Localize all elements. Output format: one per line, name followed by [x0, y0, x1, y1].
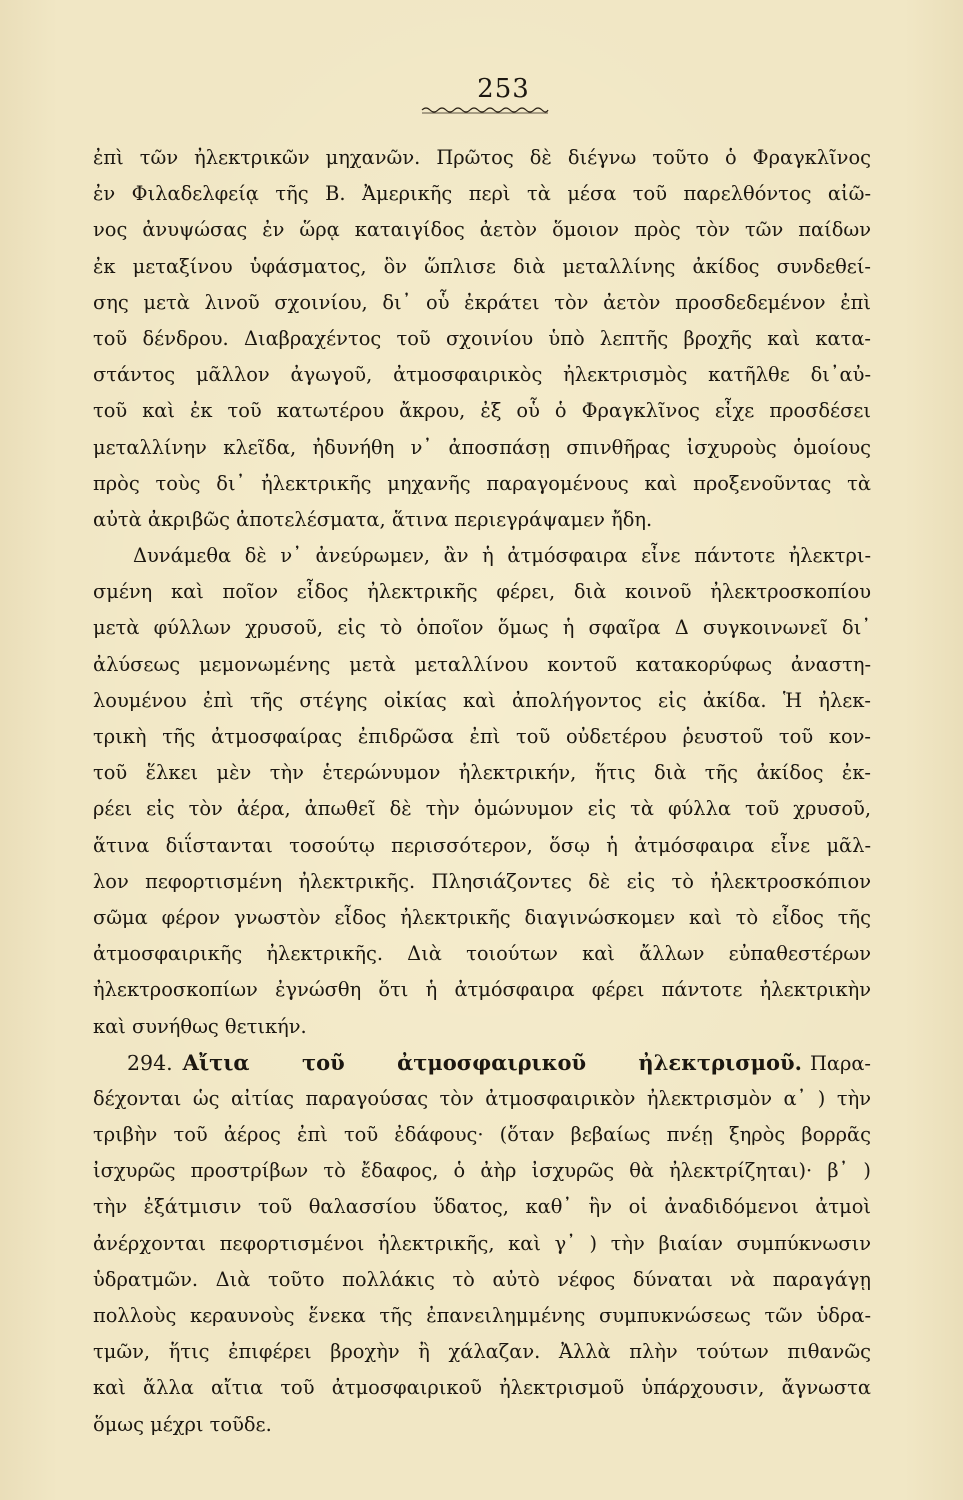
- text-line: τμῶν, ἥτις ἐπιφέρει βροχὴν ἢ χάλαζαν. Ἀλλὰ πλὴν τούτων πιθανῶς: [93, 1340, 871, 1364]
- text-line: τοῦ ἕλκει μὲν τὴν ἑτερώνυμον ἠλεκτρικήν, ἥτις διὰ τῆς ἀκίδος ἐκ-: [93, 761, 871, 785]
- text-line: ἐν Φιλαδελφείᾳ τῆς Β. Ἀμερικῆς περὶ τὰ μέσα τοῦ παρελθόντος αἰῶ-: [93, 182, 871, 206]
- text-line: ἐκ μεταξίνου ὑφάσματος, ὃν ὥπλισε διὰ μεταλλίνης ἀκίδος συνδεθεί-: [93, 254, 871, 278]
- section-heading-line: [93, 1045, 871, 1081]
- section-number: 294.: [127, 1050, 173, 1075]
- text-line: σμένη καὶ ποῖον εἶδος ἠλεκτρικῆς φέρει, διὰ κοινοῦ ἠλεκτροσκοπίου: [93, 580, 871, 604]
- text-line: ρέει εἰς τὸν ἀέρα, ἀπωθεῖ δὲ τὴν ὁμώνυμον εἰς τὰ φύλλα τοῦ χρυσοῦ,: [93, 797, 871, 821]
- text-line: ὑδρατμῶν. Διὰ τοῦτο πολλάκις τὸ αὐτὸ νέφος δύναται νὰ παραγάγῃ: [93, 1267, 871, 1291]
- text-line: ἠλεκτροσκοπίων ἐγνώσθη ὅτι ἡ ἀτμόσφαιρα φέρει πάντοτε ἠλεκτρικὴν: [93, 978, 871, 1002]
- text-line: τὴν ἐξάτμισιν τοῦ θαλασσίου ὕδατος, καθ᾽ ἣν οἱ ἀναδιδόμενοι ἀτμοὶ: [93, 1195, 871, 1219]
- text-line: μετὰ φύλλων χρυσοῦ, εἰς τὸ ὁποῖον ὅμως ἡ σφαῖρα Δ συγκοινωνεῖ δι᾽: [93, 616, 871, 640]
- text-line: ὅμως μέχρι τοῦδε.: [93, 1412, 272, 1436]
- section-title: Αἴτια τοῦ ἀτμοσφαιρικοῦ ἠλεκτρισμοῦ.: [182, 1049, 802, 1075]
- text-line: ἀτμοσφαιρικῆς ἠλεκτρικῆς. Διὰ τοιούτων καὶ ἄλλων εὐπαθεστέρων: [93, 942, 871, 966]
- text-line: ἅτινα διΐστανται τοσούτῳ περισσότερον, ὅσῳ ἡ ἀτμόσφαιρα εἶνε μᾶλ-: [93, 833, 871, 857]
- text-line: ἐπὶ τῶν ἠλεκτρικῶν μηχανῶν. Πρῶτος δὲ διέγνω τοῦτο ὁ Φραγκλῖνος: [93, 146, 871, 169]
- text-line: τοῦ καὶ ἐκ τοῦ κατωτέρου ἄκρου, ἐξ οὗ ὁ Φραγκλῖνος εἶχε προσδέσει: [93, 399, 871, 423]
- text-line: Δυνάμεθα δὲ ν᾽ ἀνεύρωμεν, ἂν ἡ ἀτμόσφαιρα εἶνε πάντοτε ἠλεκτρι-: [133, 544, 871, 568]
- text-line: σῶμα φέρον γνωστὸν εἶδος ἠλεκτρικῆς διαγινώσκομεν καὶ τὸ εἶδος τῆς: [93, 905, 871, 929]
- body-text: [93, 140, 871, 1443]
- text-line: δέχονται ὡς αἰτίας παραγούσας τὸν ἀτμοσφαιρικὸν ἠλεκτρισμὸν α᾽ ) τὴν: [93, 1086, 871, 1110]
- text-fragment: Παρα-: [809, 1051, 871, 1075]
- text-line: αὐτὰ ἀκριβῶς ἀποτελέσματα, ἅτινα περιεγράψαμεν ἤδη.: [93, 507, 653, 531]
- text-line: λον πεφορτισμένη ἠλεκτρικῆς. Πλησιάζοντες δὲ εἰς τὸ ἠλεκτροσκόπιον: [93, 869, 871, 893]
- text-line: νος ἀνυψώσας ἐν ὥρᾳ καταιγίδος ἀετὸν ὅμοιον πρὸς τὸν τῶν παίδων: [93, 218, 871, 242]
- text-line: ἰσχυρῶς προστρίβων τὸ ἔδαφος, ὁ ἀὴρ ἰσχυρῶς θὰ ἠλεκτρίζηται)· β᾽ ): [93, 1159, 871, 1183]
- text-line: τρικὴ τῆς ἀτμοσφαίρας ἐπιδρῶσα ἐπὶ τοῦ οὐδετέρου ῥευστοῦ τοῦ κον-: [93, 725, 871, 748]
- text-line: λουμένου ἐπὶ τῆς στέγης οἰκίας καὶ ἀπολήγοντος εἰς ἀκίδα. Ἡ ἠλεκ-: [93, 688, 871, 712]
- text-line: πολλοὺς κεραυνοὺς ἕνεκα τῆς ἐπανειλημμένης συμπυκνώσεως τῶν ὑδρα-: [93, 1304, 871, 1327]
- text-line: τοῦ δένδρου. Διαβραχέντος τοῦ σχοινίου ὑπὸ λεπτῆς βροχῆς καὶ κατα-: [93, 326, 871, 350]
- text-line: πρὸς τοὺς δι᾽ ἠλεκτρικῆς μηχανῆς παραγομένους καὶ προξενοῦντας τὰ: [93, 471, 871, 495]
- text-line: ἀνέρχονται πεφορτισμένοι ἠλεκτρικῆς, καὶ γ᾽ ) τὴν βιαίαν συμπύκνωσιν: [93, 1231, 871, 1255]
- text-line: καὶ ἄλλα αἴτια τοῦ ἀτμοσφαιρικοῦ ἠλεκτρισμοῦ ὑπάρχουσιν, ἄγνωστα: [93, 1376, 871, 1400]
- text-line: τριβὴν τοῦ ἀέρος ἐπὶ τοῦ ἐδάφους· (ὅταν βεβαίως πνέῃ ξηρὸς βορρᾶς: [93, 1123, 871, 1147]
- text-line: μεταλλίνην κλεῖδα, ἠδυνήθη ν᾽ ἀποσπάσῃ σπινθῆρας ἰσχυροὺς ὁμοίους: [93, 435, 871, 459]
- text-line: στάντος μᾶλλον ἀγωγοῦ, ἀτμοσφαιρικὸς ἠλεκτρισμὸς κατῆλθε δι᾽αὐ-: [93, 363, 871, 387]
- wavy-rule-ornament: [420, 104, 550, 116]
- text-line: καὶ συνήθως θετικήν.: [93, 1014, 307, 1038]
- text-line: σης μετὰ λινοῦ σχοινίου, δι᾽ οὗ ἐκράτει τὸν ἀετὸν προσδεδεμένον ἐπὶ: [93, 290, 871, 314]
- page-number: 253: [477, 74, 530, 104]
- text-line: ἀλύσεως μεμονωμένης μετὰ μεταλλίνου κοντοῦ κατακορύφως ἀναστη-: [93, 652, 871, 676]
